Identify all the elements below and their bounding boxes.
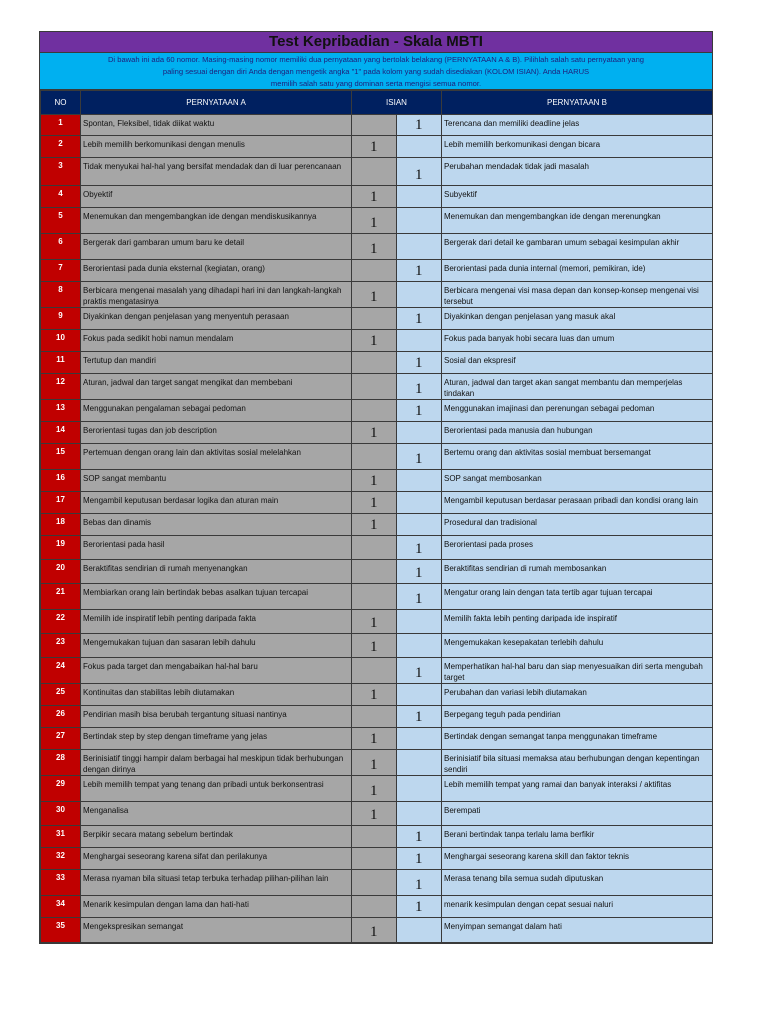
isian-cell xyxy=(352,918,442,943)
isian-cell xyxy=(352,352,442,374)
isian-input-b[interactable] xyxy=(397,330,442,351)
table-row xyxy=(41,706,713,728)
isian-input-a[interactable]: 1 xyxy=(352,750,397,775)
table-row xyxy=(41,352,713,374)
statement-a: Membiarkan orang lain bertindak bebas asalkan tujuan tercapai xyxy=(81,584,352,610)
isian-input-b[interactable]: 1 xyxy=(397,115,442,135)
statement-b: Diyakinkan dengan penjelasan yang masuk akal xyxy=(442,308,713,330)
statement-a: Lebih memilih berkomunikasi dengan menulis xyxy=(81,136,352,158)
isian-input-a[interactable] xyxy=(352,115,397,135)
column-header-isian: ISIAN xyxy=(352,91,442,115)
row-number: 35 xyxy=(41,918,81,943)
row-number: 8 xyxy=(41,282,81,308)
isian-input-b[interactable] xyxy=(397,684,442,705)
isian-input-b[interactable] xyxy=(397,750,442,775)
statement-a: Fokus pada sedikit hobi namun mendalam xyxy=(81,330,352,352)
table-row xyxy=(41,560,713,584)
row-number: 27 xyxy=(41,728,81,750)
statement-a: Pendirian masih bisa berubah tergantung situasi nantinya xyxy=(81,706,352,728)
row-number: 15 xyxy=(41,444,81,470)
isian-cell xyxy=(352,658,442,684)
statement-a: Memilih ide inspiratif lebih penting daripada fakta xyxy=(81,610,352,634)
statement-a: Menganalisa xyxy=(81,802,352,826)
statement-b: Berani bertindak tanpa terlalu lama berfikir xyxy=(442,826,713,848)
statement-b: Mengemukakan kesepakatan terlebih dahulu xyxy=(442,634,713,658)
isian-cell xyxy=(352,584,442,610)
row-number: 5 xyxy=(41,208,81,234)
statement-a: Berorientasi tugas dan job description xyxy=(81,422,352,444)
isian-cell xyxy=(352,536,442,560)
isian-input-b[interactable] xyxy=(397,610,442,633)
sheet-title: Test Kepribadian - Skala MBTI xyxy=(40,32,712,53)
isian-cell xyxy=(352,870,442,896)
statement-a: Berbicara mengenai masalah yang dihadapi hari ini dan langkah-langkah praktis mengatasinya xyxy=(81,282,352,308)
row-number: 11 xyxy=(41,352,81,374)
isian-input-a[interactable] xyxy=(352,848,397,869)
statement-a: Beraktifitas sendirian di rumah menyenangkan xyxy=(81,560,352,584)
isian-input-a[interactable] xyxy=(352,260,397,281)
table-row xyxy=(41,658,713,684)
isian-cell xyxy=(352,186,442,208)
isian-input-a[interactable]: 1 xyxy=(352,492,397,513)
isian-cell xyxy=(352,610,442,634)
statement-b: Perubahan mendadak tidak jadi masalah xyxy=(442,158,713,186)
isian-cell xyxy=(352,208,442,234)
isian-input-b[interactable] xyxy=(397,776,442,801)
isian-input-a[interactable] xyxy=(352,870,397,895)
table-row xyxy=(41,870,713,896)
isian-input-b[interactable] xyxy=(397,514,442,535)
statement-b: menarik kesimpulan dengan cepat sesuai naluri xyxy=(442,896,713,918)
row-number: 28 xyxy=(41,750,81,776)
isian-cell xyxy=(352,750,442,776)
isian-input-a[interactable]: 1 xyxy=(352,234,397,259)
isian-input-b[interactable]: 1 xyxy=(397,260,442,281)
row-number: 30 xyxy=(41,802,81,826)
table-row xyxy=(41,400,713,422)
table-row xyxy=(41,444,713,470)
table-header-row xyxy=(41,91,713,115)
row-number: 9 xyxy=(41,308,81,330)
isian-input-a[interactable]: 1 xyxy=(352,728,397,749)
isian-input-a[interactable] xyxy=(352,560,397,583)
table-row xyxy=(41,422,713,444)
row-number: 21 xyxy=(41,584,81,610)
row-number: 19 xyxy=(41,536,81,560)
isian-input-b[interactable] xyxy=(397,918,442,942)
table-row xyxy=(41,918,713,943)
isian-input-b[interactable] xyxy=(397,470,442,491)
isian-cell xyxy=(352,282,442,308)
statement-b: Berinisiatif bila situasi memaksa atau berhubungan dengan kepentingan sendiri xyxy=(442,750,713,776)
isian-input-a[interactable] xyxy=(352,658,397,683)
table-row xyxy=(41,750,713,776)
statement-b: Menyimpan semangat dalam hati xyxy=(442,918,713,943)
statement-a: Tertutup dan mandiri xyxy=(81,352,352,374)
column-header-statement-b: PERNYATAAN B xyxy=(442,91,713,115)
row-number: 12 xyxy=(41,374,81,400)
table-row xyxy=(41,374,713,400)
isian-cell xyxy=(352,848,442,870)
isian-input-b[interactable]: 1 xyxy=(397,584,442,609)
statement-b: Perubahan dan variasi lebih diutamakan xyxy=(442,684,713,706)
isian-input-a[interactable] xyxy=(352,308,397,329)
statement-a: Tidak menyukai hal-hal yang bersifat mendadak dan di luar perencanaan xyxy=(81,158,352,186)
row-number: 25 xyxy=(41,684,81,706)
isian-input-b[interactable] xyxy=(397,492,442,513)
table-row xyxy=(41,610,713,634)
isian-input-b[interactable] xyxy=(397,136,442,157)
statement-a: Merasa nyaman bila situasi tetap terbuka terhadap pilihan-pilihan lain xyxy=(81,870,352,896)
column-header-statement-a: PERNYATAAN A xyxy=(81,91,352,115)
isian-cell xyxy=(352,158,442,186)
statement-a: Mengambil keputusan berdasar logika dan aturan main xyxy=(81,492,352,514)
statement-a: Spontan, Fleksibel, tidak diikat waktu xyxy=(81,115,352,136)
statement-a: Berorientasi pada dunia eksternal (kegiatan, orang) xyxy=(81,260,352,282)
table-row xyxy=(41,115,713,136)
isian-input-a[interactable]: 1 xyxy=(352,136,397,157)
isian-input-a[interactable]: 1 xyxy=(352,208,397,233)
isian-input-b[interactable]: 1 xyxy=(397,352,442,373)
table-row xyxy=(41,234,713,260)
instruction-line: paling sesuai dengan diri Anda dengan mengetik angka "1" pada kolom yang sudah disediakan (KOLOM ISIAN). Anda HARUS xyxy=(162,67,590,76)
statement-a: Aturan, jadwal dan target sangat mengikat dan membebani xyxy=(81,374,352,400)
isian-input-b[interactable] xyxy=(397,728,442,749)
isian-input-a[interactable] xyxy=(352,444,397,469)
table-row xyxy=(41,584,713,610)
isian-cell xyxy=(352,728,442,750)
isian-input-a[interactable] xyxy=(352,536,397,559)
table-row xyxy=(41,470,713,492)
isian-input-a[interactable]: 1 xyxy=(352,610,397,633)
isian-cell xyxy=(352,826,442,848)
statement-a: Mengemukakan tujuan dan sasaran lebih dahulu xyxy=(81,634,352,658)
statement-a: Bertindak step by step dengan timeframe yang jelas xyxy=(81,728,352,750)
statement-b: Sosial dan ekspresif xyxy=(442,352,713,374)
statement-b: Subyektif xyxy=(442,186,713,208)
statement-b: Memperhatikan hal-hal baru dan siap menyesuaikan diri serta mengubah target xyxy=(442,658,713,684)
isian-input-b[interactable]: 1 xyxy=(397,896,442,917)
isian-input-b[interactable] xyxy=(397,186,442,207)
isian-cell xyxy=(352,802,442,826)
isian-input-a[interactable]: 1 xyxy=(352,634,397,657)
table-row xyxy=(41,802,713,826)
statement-b: Memilih fakta lebih penting daripada ide inspiratif xyxy=(442,610,713,634)
isian-input-a[interactable] xyxy=(352,826,397,847)
statement-a: Menghargai seseorang karena sifat dan perilakunya xyxy=(81,848,352,870)
isian-input-b[interactable] xyxy=(397,634,442,657)
isian-cell xyxy=(352,115,442,136)
isian-cell xyxy=(352,706,442,728)
table-row xyxy=(41,492,713,514)
isian-input-b[interactable]: 1 xyxy=(397,560,442,583)
statement-b: Berorientasi pada dunia internal (memori, pemikiran, ide) xyxy=(442,260,713,282)
isian-input-b[interactable]: 1 xyxy=(397,848,442,869)
table-row xyxy=(41,634,713,658)
isian-cell xyxy=(352,684,442,706)
row-number: 4 xyxy=(41,186,81,208)
statement-table xyxy=(40,90,713,943)
isian-cell xyxy=(352,560,442,584)
isian-input-a[interactable] xyxy=(352,896,397,917)
statement-a: Diyakinkan dengan penjelasan yang menyentuh perasaan xyxy=(81,308,352,330)
statement-b: Mengatur orang lain dengan tata tertib agar tujuan tercapai xyxy=(442,584,713,610)
isian-input-b[interactable] xyxy=(397,422,442,443)
statement-a: Obyektif xyxy=(81,186,352,208)
isian-input-b[interactable]: 1 xyxy=(397,400,442,421)
isian-cell xyxy=(352,634,442,658)
statement-b: Bertemu orang dan aktivitas sosial membuat bersemangat xyxy=(442,444,713,470)
statement-a: Bergerak dari gambaran umum baru ke detail xyxy=(81,234,352,260)
isian-input-a[interactable] xyxy=(352,706,397,727)
isian-input-b[interactable] xyxy=(397,282,442,307)
table-row xyxy=(41,136,713,158)
row-number: 23 xyxy=(41,634,81,658)
statement-a: Menarik kesimpulan dengan lama dan hati-hati xyxy=(81,896,352,918)
statement-b: Lebih memilih tempat yang ramai dan banyak interaksi / aktifitas xyxy=(442,776,713,802)
statement-a: Menemukan dan mengembangkan ide dengan mendiskusikannya xyxy=(81,208,352,234)
instructions-box xyxy=(40,53,712,90)
isian-cell xyxy=(352,470,442,492)
isian-input-a[interactable]: 1 xyxy=(352,330,397,351)
isian-cell xyxy=(352,260,442,282)
row-number: 7 xyxy=(41,260,81,282)
row-number: 32 xyxy=(41,848,81,870)
row-number: 6 xyxy=(41,234,81,260)
row-number: 10 xyxy=(41,330,81,352)
statement-b: Berorientasi pada manusia dan hubungan xyxy=(442,422,713,444)
table-row xyxy=(41,282,713,308)
table-row xyxy=(41,330,713,352)
isian-cell xyxy=(352,330,442,352)
isian-input-a[interactable]: 1 xyxy=(352,776,397,801)
table-row xyxy=(41,896,713,918)
isian-input-a[interactable] xyxy=(352,352,397,373)
isian-input-a[interactable] xyxy=(352,584,397,609)
row-number: 33 xyxy=(41,870,81,896)
isian-cell xyxy=(352,444,442,470)
isian-cell xyxy=(352,308,442,330)
instruction-line: memilih salah satu yang dominan serta mengisi semua nomor. xyxy=(270,79,482,88)
statement-a: Berorientasi pada hasil xyxy=(81,536,352,560)
isian-input-a[interactable] xyxy=(352,158,397,185)
statement-a: Pertemuan dengan orang lain dan aktivitas sosial melelahkan xyxy=(81,444,352,470)
isian-cell xyxy=(352,422,442,444)
row-number: 34 xyxy=(41,896,81,918)
row-number: 16 xyxy=(41,470,81,492)
statement-b: SOP sangat membosankan xyxy=(442,470,713,492)
statement-a: Lebih memilih tempat yang tenang dan pribadi untuk berkonsentrasi xyxy=(81,776,352,802)
isian-cell xyxy=(352,896,442,918)
row-number: 22 xyxy=(41,610,81,634)
isian-cell xyxy=(352,374,442,400)
isian-input-a[interactable]: 1 xyxy=(352,802,397,825)
table-row xyxy=(41,684,713,706)
isian-cell xyxy=(352,136,442,158)
isian-input-b[interactable]: 1 xyxy=(397,536,442,559)
table-row xyxy=(41,826,713,848)
isian-input-a[interactable] xyxy=(352,400,397,421)
statement-b: Fokus pada banyak hobi secara luas dan umum xyxy=(442,330,713,352)
statement-b: Beraktifitas sendirian di rumah membosankan xyxy=(442,560,713,584)
isian-input-b[interactable]: 1 xyxy=(397,658,442,683)
table-row xyxy=(41,208,713,234)
statement-b: Berorientasi pada proses xyxy=(442,536,713,560)
row-number: 20 xyxy=(41,560,81,584)
statement-a: Menggunakan pengalaman sebagai pedoman xyxy=(81,400,352,422)
row-number: 2 xyxy=(41,136,81,158)
table-row xyxy=(41,186,713,208)
statement-b: Bergerak dari detail ke gambaran umum sebagai kesimpulan akhir xyxy=(442,234,713,260)
row-number: 13 xyxy=(41,400,81,422)
isian-input-b[interactable] xyxy=(397,208,442,233)
isian-input-a[interactable] xyxy=(352,374,397,399)
isian-input-b[interactable]: 1 xyxy=(397,826,442,847)
isian-input-b[interactable]: 1 xyxy=(397,308,442,329)
statement-a: Berinisiatif tinggi hampir dalam berbagai hal meskipun tidak berhubungan dengan dirinya xyxy=(81,750,352,776)
isian-input-b[interactable]: 1 xyxy=(397,158,442,185)
isian-cell xyxy=(352,776,442,802)
statement-a: Bebas dan dinamis xyxy=(81,514,352,536)
isian-cell xyxy=(352,514,442,536)
row-number: 26 xyxy=(41,706,81,728)
statement-b: Terencana dan memiliki deadline jelas xyxy=(442,115,713,136)
isian-input-b[interactable]: 1 xyxy=(397,374,442,399)
isian-input-a[interactable]: 1 xyxy=(352,282,397,307)
table-row xyxy=(41,308,713,330)
isian-input-b[interactable]: 1 xyxy=(397,444,442,469)
instruction-line: Di bawah ini ada 60 nomor. Masing-masing nomor memiliki dua pernyataan yang bertolak belakang (PERNYATAAN A & B). Pilihlah salah satu pernyataan yang xyxy=(107,55,645,64)
row-number: 31 xyxy=(41,826,81,848)
statement-a: Berpikir secara matang sebelum bertindak xyxy=(81,826,352,848)
table-row xyxy=(41,260,713,282)
statement-b: Menghargai seseorang karena skill dan faktor teknis xyxy=(442,848,713,870)
row-number: 24 xyxy=(41,658,81,684)
statement-b: Prosedural dan tradisional xyxy=(442,514,713,536)
table-row xyxy=(41,158,713,186)
isian-cell xyxy=(352,400,442,422)
statement-b: Berpegang teguh pada pendirian xyxy=(442,706,713,728)
isian-cell xyxy=(352,234,442,260)
statement-a: Mengekspresikan semangat xyxy=(81,918,352,943)
table-row xyxy=(41,776,713,802)
statement-b: Merasa tenang bila semua sudah diputuskan xyxy=(442,870,713,896)
isian-input-a[interactable]: 1 xyxy=(352,514,397,535)
isian-input-a[interactable]: 1 xyxy=(352,918,397,942)
row-number: 17 xyxy=(41,492,81,514)
table-row xyxy=(41,536,713,560)
row-number: 14 xyxy=(41,422,81,444)
isian-cell xyxy=(352,492,442,514)
isian-input-b[interactable]: 1 xyxy=(397,870,442,895)
table-row xyxy=(41,514,713,536)
statement-b: Aturan, jadwal dan target akan sangat membantu dan memperjelas tindakan xyxy=(442,374,713,400)
row-number: 29 xyxy=(41,776,81,802)
row-number: 3 xyxy=(41,158,81,186)
statement-a: Kontinuitas dan stabilitas lebih diutamakan xyxy=(81,684,352,706)
statement-b: Menemukan dan mengembangkan ide dengan merenungkan xyxy=(442,208,713,234)
isian-input-b[interactable]: 1 xyxy=(397,706,442,727)
table-row xyxy=(41,728,713,750)
isian-input-b[interactable] xyxy=(397,802,442,825)
isian-input-a[interactable]: 1 xyxy=(352,684,397,705)
statement-a: Fokus pada target dan mengabaikan hal-hal baru xyxy=(81,658,352,684)
isian-input-a[interactable]: 1 xyxy=(352,186,397,207)
mbti-test-sheet xyxy=(39,31,713,944)
statement-b: Lebih memilih berkomunikasi dengan bicara xyxy=(442,136,713,158)
row-number: 18 xyxy=(41,514,81,536)
table-row xyxy=(41,848,713,870)
isian-input-a[interactable]: 1 xyxy=(352,470,397,491)
statement-a: SOP sangat membantu xyxy=(81,470,352,492)
statement-b: Menggunakan imajinasi dan perenungan sebagai pedoman xyxy=(442,400,713,422)
statement-b: Berempati xyxy=(442,802,713,826)
column-header-no: NO xyxy=(41,91,81,115)
isian-input-a[interactable]: 1 xyxy=(352,422,397,443)
statement-b: Berbicara mengenai visi masa depan dan konsep-konsep mengenai visi tersebut xyxy=(442,282,713,308)
isian-input-b[interactable] xyxy=(397,234,442,259)
statement-b: Mengambil keputusan berdasar perasaan pribadi dan kondisi orang lain xyxy=(442,492,713,514)
row-number: 1 xyxy=(41,115,81,136)
statement-b: Bertindak dengan semangat tanpa menggunakan timeframe xyxy=(442,728,713,750)
